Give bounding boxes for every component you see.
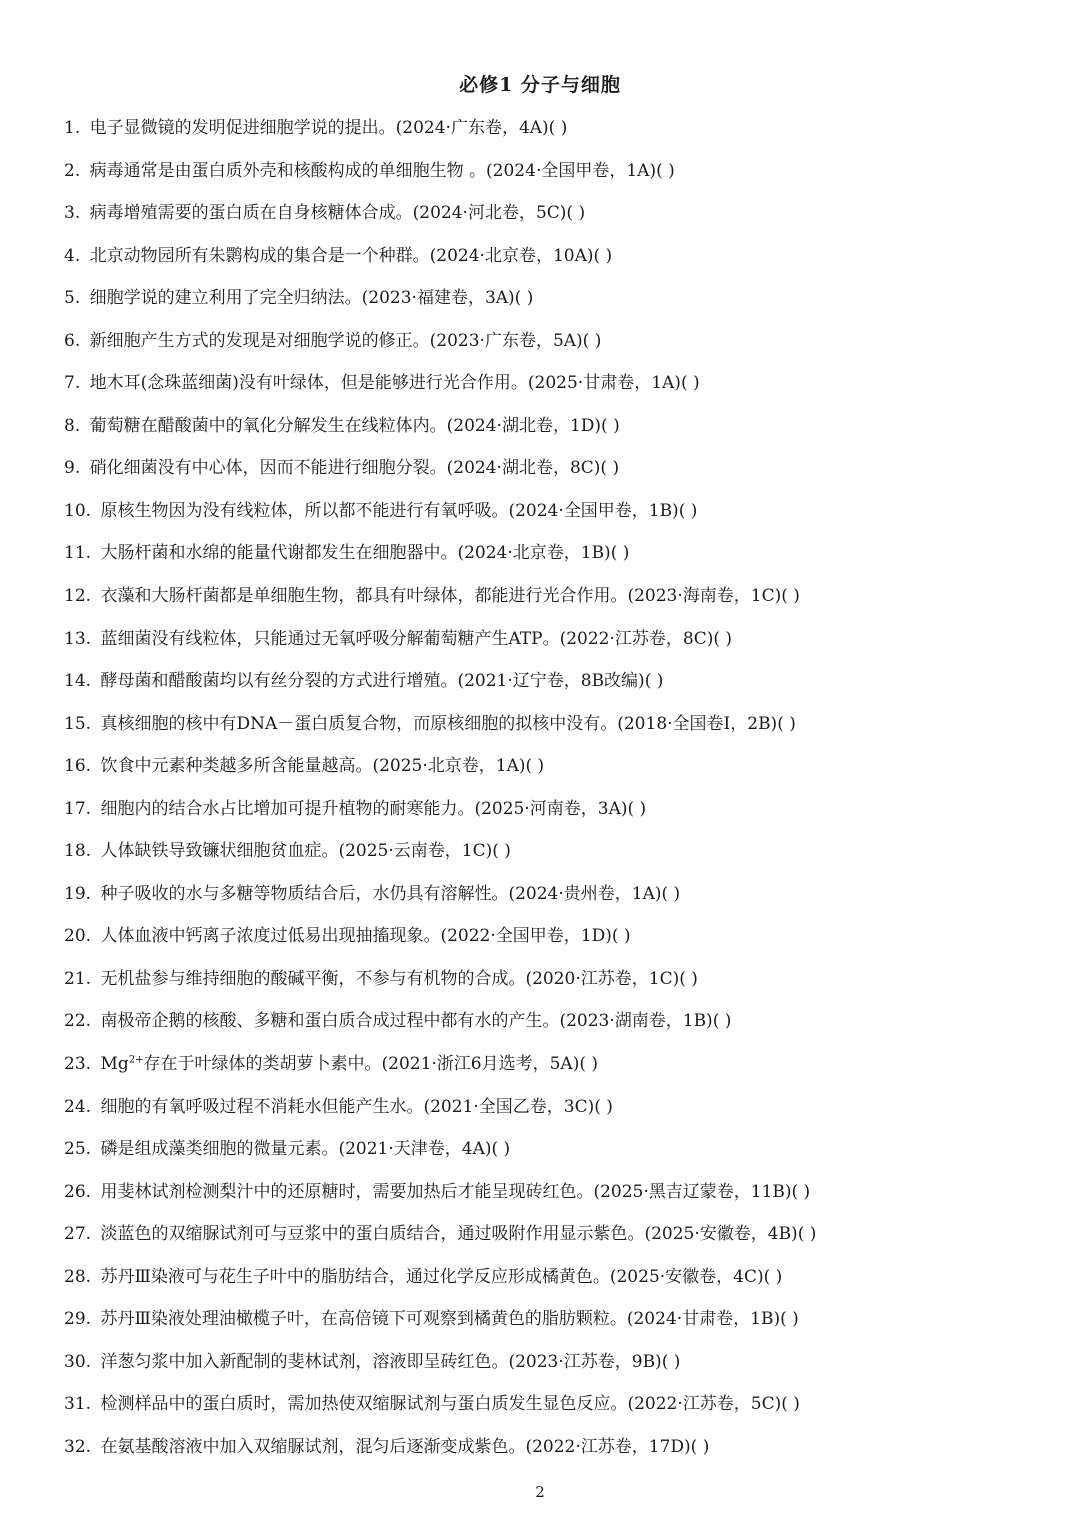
question-source: (2024·湖北卷，1D) (446, 415, 602, 436)
question-number: 24. (64, 1096, 92, 1117)
question-item (64, 915, 1054, 958)
question-text: 北京动物园所有朱鹮构成的集合是一个种群。 (89, 245, 430, 266)
question-item (64, 490, 1054, 533)
answer-blank[interactable]: ( ) (491, 1139, 511, 1160)
question-number: 13. (64, 628, 92, 649)
page-title: 必修1 分子与细胞 (459, 74, 621, 96)
question-number: 27. (64, 1224, 92, 1245)
answer-blank[interactable]: ( ) (594, 1096, 613, 1117)
question-number: 21. (64, 968, 92, 989)
question-text: 硝化细菌没有中心体，因而不能进行细胞分裂。 (89, 458, 447, 479)
question-text: 无机盐参与维持细胞的酸碱平衡，不参与有机物的合成。 (100, 968, 526, 989)
question-number: 17. (64, 798, 92, 819)
question-number: 1. (64, 118, 81, 138)
answer-blank[interactable]: ( ) (797, 1224, 817, 1245)
question-source: (2024·北京卷，10A) (429, 245, 594, 266)
question-source: (2023·福建卷，3A) (361, 288, 515, 309)
answer-blank[interactable]: ( ) (690, 1436, 710, 1457)
question-text: 原核生物因为没有线粒体，所以都不能进行有氧呼吸。 (100, 500, 509, 521)
question-item (64, 405, 1054, 448)
answer-blank[interactable]: ( ) (579, 1054, 599, 1075)
question-item (64, 575, 1054, 618)
question-source: (2024·贵州卷，1A) (508, 883, 662, 904)
question-number: 2. (64, 160, 81, 181)
answer-blank[interactable]: ( ) (611, 926, 631, 947)
question-number: 22. (64, 1011, 92, 1032)
question-item (64, 235, 1054, 278)
question-text: 南极帝企鹅的核酸、多糖和蛋白质合成过程中都有水的产生。 (100, 1011, 560, 1032)
question-number: 19. (64, 883, 92, 904)
answer-blank[interactable]: ( ) (713, 628, 733, 649)
question-number: 29. (64, 1309, 92, 1330)
answer-blank[interactable]: ( ) (791, 1181, 811, 1202)
question-item (64, 1383, 1054, 1426)
question-number: 5. (64, 288, 81, 309)
question-text: 酵母菌和醋酸菌均以有丝分裂的方式进行增殖。 (100, 671, 458, 692)
question-text: 细胞内的结合水占比增加可提升植物的耐寒能力。 (100, 798, 475, 819)
question-number: 9. (64, 458, 81, 479)
question-number: 20. (64, 926, 92, 947)
question-source: (2025·北京卷，1A) (372, 756, 526, 777)
question-number: 3. (64, 203, 81, 224)
question-source: (2024·全国甲卷，1B) (508, 500, 679, 521)
answer-blank[interactable]: ( ) (661, 883, 681, 904)
question-source: (2025·河南卷，3A) (474, 798, 628, 819)
question-text: 病毒增殖需要的蛋白质在自身核糖体合成。 (89, 203, 413, 224)
question-source: (2024·河北卷，5C) (412, 203, 567, 224)
answer-blank[interactable]: ( ) (548, 118, 568, 138)
question-number: 4. (64, 245, 81, 266)
answer-blank[interactable]: ( ) (644, 671, 664, 692)
answer-blank[interactable]: ( ) (566, 203, 586, 224)
question-source: (2023·江苏卷，9B) (508, 1351, 662, 1372)
question-item (64, 277, 1054, 320)
question-text: 磷是组成藻类细胞的微量元素。 (100, 1139, 339, 1160)
question-number: 28. (64, 1266, 92, 1287)
question-text: 饮食中元素种类越多所含能量越高。 (100, 756, 373, 777)
question-number: 26. (64, 1181, 92, 1202)
question-text: 人体血液中钙离子浓度过低易出现抽搐现象。 (100, 926, 441, 947)
question-number: 11. (64, 543, 92, 564)
question-text: 电子显微镜的发明促进细胞学说的提出。 (89, 118, 396, 138)
question-number: 8. (64, 415, 81, 436)
answer-blank[interactable]: ( ) (777, 713, 796, 734)
question-source: (2022·全国甲卷，1D) (440, 926, 612, 947)
question-number: 10. (64, 500, 92, 521)
question-text: 苏丹Ⅲ染液可与花生子叶中的脂肪结合，通过化学反应形成橘黄色。 (100, 1266, 610, 1287)
question-text: 真核细胞的核中有DNA－蛋白质复合物，而原核细胞的拟核中没有。 (100, 713, 618, 734)
question-item (64, 1213, 1054, 1256)
question-source: (2024·广东卷，4A) (395, 118, 549, 138)
question-item (64, 150, 1054, 193)
question-number: 15. (64, 713, 92, 734)
answer-blank[interactable]: ( ) (661, 1351, 681, 1372)
question-text: 淡蓝色的双缩脲试剂可与豆浆中的蛋白质结合，通过吸附作用显示紫色。 (100, 1224, 645, 1245)
question-text: 衣藻和大肠杆菌都是单细胞生物，都具有叶绿体，都能进行光合作用。 (100, 586, 628, 607)
question-item (64, 703, 1054, 746)
question-number: 31. (64, 1394, 92, 1415)
answer-blank[interactable]: ( ) (525, 756, 545, 777)
question-number: 12. (64, 586, 92, 607)
question-text: 存在于叶绿体的类胡萝卜素中。 (143, 1054, 382, 1075)
question-item (64, 618, 1054, 661)
question-source: (2023·湖南卷，1B) (559, 1011, 713, 1032)
question-item (64, 362, 1054, 405)
question-item (64, 1298, 1054, 1341)
answer-blank[interactable]: ( ) (656, 160, 675, 181)
question-source: (2025·黑吉辽蒙卷，11B) (593, 1181, 792, 1202)
question-item (64, 1000, 1054, 1043)
answer-blank[interactable]: ( ) (593, 245, 613, 266)
question-item (64, 1171, 1054, 1214)
question-item (64, 320, 1054, 363)
question-source: (2025·安徽卷，4C) (609, 1266, 764, 1287)
question-text: 人体缺铁导致镰状细胞贫血症。 (100, 841, 339, 862)
answer-blank[interactable]: ( ) (781, 1394, 800, 1415)
question-source: (2022·江苏卷，8C) (559, 628, 714, 649)
question-list (64, 107, 1054, 1469)
answer-blank[interactable]: ( ) (763, 1266, 783, 1287)
answer-blank[interactable]: ( ) (600, 458, 620, 479)
answer-blank[interactable]: ( ) (680, 373, 700, 394)
question-item (64, 1086, 1054, 1129)
question-number: 7. (64, 373, 81, 394)
question-number: 30. (64, 1351, 92, 1372)
question-item (64, 830, 1054, 873)
question-source: (2024·甘肃卷，1B) (626, 1309, 781, 1330)
question-source: (2022·江苏卷，5C) (627, 1394, 782, 1415)
answer-blank[interactable]: ( ) (678, 500, 698, 521)
question-superscript: 2+ (128, 1054, 144, 1066)
question-item (64, 192, 1054, 235)
question-source: (2021·辽宁卷，8B改编) (457, 671, 645, 692)
question-text: 种子吸收的水与多糖等物质结合后，水仍具有溶解性。 (100, 883, 509, 904)
question-text: 病毒通常是由蛋白质外壳和核酸构成的单细胞生物 。 (89, 160, 487, 181)
page-number: 2 (535, 1483, 545, 1501)
question-source: (2018·全国卷Ⅰ，2B) (617, 713, 778, 734)
question-item (64, 1043, 1054, 1086)
answer-blank[interactable]: ( ) (582, 330, 602, 351)
question-item (64, 745, 1054, 788)
answer-blank[interactable]: ( ) (601, 415, 620, 436)
question-source: (2021·浙江6月选考，5A) (381, 1054, 580, 1075)
question-text: 蓝细菌没有线粒体，只能通过无氧呼吸分解葡萄糖产生ATP。 (100, 628, 560, 649)
question-text: 地木耳(念珠蓝细菌)没有叶绿体，但是能够进行光合作用。 (89, 373, 528, 394)
question-text: 细胞学说的建立利用了完全归纳法。 (89, 288, 362, 309)
question-item (64, 447, 1054, 490)
answer-blank[interactable]: ( ) (781, 586, 800, 607)
question-source: (2023·海南卷，1C) (627, 586, 782, 607)
answer-blank[interactable]: ( ) (610, 543, 630, 564)
question-text: 在氨基酸溶液中加入双缩脲试剂，混匀后逐渐变成紫色。 (100, 1436, 526, 1457)
question-text: 细胞的有氧呼吸过程不消耗水但能产生水。 (100, 1096, 424, 1117)
question-source: (2025·安徽卷，4B) (644, 1224, 798, 1245)
question-formula: Mg (100, 1054, 129, 1075)
question-item (64, 1341, 1054, 1384)
question-text: 苏丹Ⅲ染液处理油橄榄子叶，在高倍镜下可观察到橘黄色的脂肪颗粒。 (100, 1309, 627, 1330)
question-item (64, 107, 1054, 150)
question-source: (2021·全国乙卷，3C) (423, 1096, 595, 1117)
question-source: (2022·江苏卷，17D) (525, 1436, 691, 1457)
question-item (64, 532, 1054, 575)
question-item (64, 873, 1054, 916)
question-item (64, 660, 1054, 703)
question-source: (2024·北京卷，1B) (457, 543, 611, 564)
question-number: 6. (64, 330, 81, 351)
question-source: (2020·江苏卷，1C) (525, 968, 680, 989)
question-item (64, 958, 1054, 1001)
question-item (64, 1128, 1054, 1171)
question-number: 18. (64, 841, 92, 862)
question-source: (2024·全国甲卷，1A) (486, 160, 657, 181)
question-text: 葡萄糖在醋酸菌中的氧化分解发生在线粒体内。 (89, 415, 447, 436)
question-item (64, 1426, 1054, 1469)
question-source: (2021·天津卷，4A) (338, 1139, 492, 1160)
question-number: 16. (64, 756, 92, 777)
answer-blank[interactable]: ( ) (780, 1309, 799, 1330)
question-text: 新细胞产生方式的发现是对细胞学说的修正。 (89, 330, 430, 351)
question-source: (2025·甘肃卷，1A) (527, 373, 681, 394)
answer-blank[interactable]: ( ) (679, 968, 698, 989)
answer-blank[interactable]: ( ) (492, 841, 511, 862)
answer-blank[interactable]: ( ) (712, 1011, 732, 1032)
answer-blank[interactable]: ( ) (627, 798, 647, 819)
question-number: 25. (64, 1139, 92, 1160)
answer-blank[interactable]: ( ) (514, 288, 534, 309)
question-item (64, 1256, 1054, 1299)
question-number: 23. (64, 1054, 92, 1075)
question-source: (2024·湖北卷，8C) (446, 458, 601, 479)
question-text: 检测样品中的蛋白质时，需加热使双缩脲试剂与蛋白质发生显色反应。 (100, 1394, 628, 1415)
question-text: 洋葱匀浆中加入新配制的斐林试剂，溶液即呈砖红色。 (100, 1351, 509, 1372)
question-item (64, 788, 1054, 831)
question-number: 14. (64, 671, 92, 692)
question-source: (2023·广东卷，5A) (429, 330, 583, 351)
question-number: 32. (64, 1436, 92, 1457)
question-source: (2025·云南卷，1C) (338, 841, 493, 862)
question-text: 用斐林试剂检测梨汁中的还原糖时，需要加热后才能呈现砖红色。 (100, 1181, 594, 1202)
question-text: 大肠杆菌和水绵的能量代谢都发生在细胞器中。 (100, 543, 458, 564)
